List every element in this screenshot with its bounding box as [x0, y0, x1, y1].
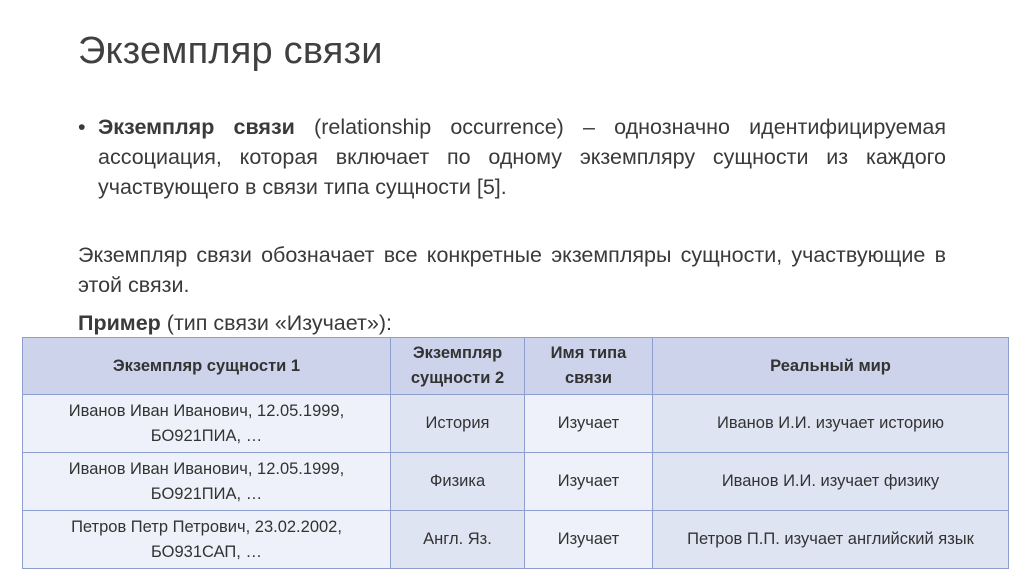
- cell-real-world: Иванов И.И. изучает физику: [653, 453, 1009, 511]
- header-entity-1: Экземпляр сущности 1: [23, 338, 391, 395]
- slide-title: Экземпляр связи: [78, 30, 383, 72]
- header-relation-type: Имя типа связи: [525, 338, 653, 395]
- cell-entity-2: История: [391, 395, 525, 453]
- table-row: [23, 511, 1009, 569]
- cell-entity-2: Физика: [391, 453, 525, 511]
- bullet-dot-icon: •: [78, 115, 86, 139]
- cell-relation: Изучает: [525, 511, 653, 569]
- table-header-row: [23, 338, 1009, 395]
- cell-entity-1: Петров Петр Петрович, 23.02.2002, БО931САП, …: [23, 511, 391, 569]
- explanation-paragraph: Экземпляр связи обозначает все конкретные экземпляры сущности, участвующие в этой связи.: [78, 243, 946, 297]
- definition-text: (relationship occurrence) – однозначно идентифицируемая ассоциация, которая включает по одному экземпляру сущности из каждого участвующего в связи типа сущности [5].: [98, 115, 946, 199]
- definition-term: Экземпляр связи: [98, 115, 295, 139]
- bullet-text: [98, 112, 946, 202]
- example-label: Пример: [78, 311, 161, 335]
- definition-bullet: [78, 112, 946, 202]
- cell-real-world: Петров П.П. изучает английский язык: [653, 511, 1009, 569]
- cell-real-world: Иванов И.И. изучает историю: [653, 395, 1009, 453]
- example-text: (тип связи «Изучает»):: [160, 311, 392, 335]
- example-caption: [78, 308, 946, 338]
- table-row: [23, 395, 1009, 453]
- cell-entity-1: Иванов Иван Иванович, 12.05.1999, БО921ПИА, …: [23, 453, 391, 511]
- cell-relation: Изучает: [525, 453, 653, 511]
- table-row: [23, 453, 1009, 511]
- cell-entity-2: Англ. Яз.: [391, 511, 525, 569]
- header-real-world: Реальный мир: [653, 338, 1009, 395]
- cell-relation: Изучает: [525, 395, 653, 453]
- header-entity-2: Экземпляр сущности 2: [391, 338, 525, 395]
- relationship-occurrence-table: [22, 337, 1009, 569]
- cell-entity-1: Иванов Иван Иванович, 12.05.1999, БО921ПИА, …: [23, 395, 391, 453]
